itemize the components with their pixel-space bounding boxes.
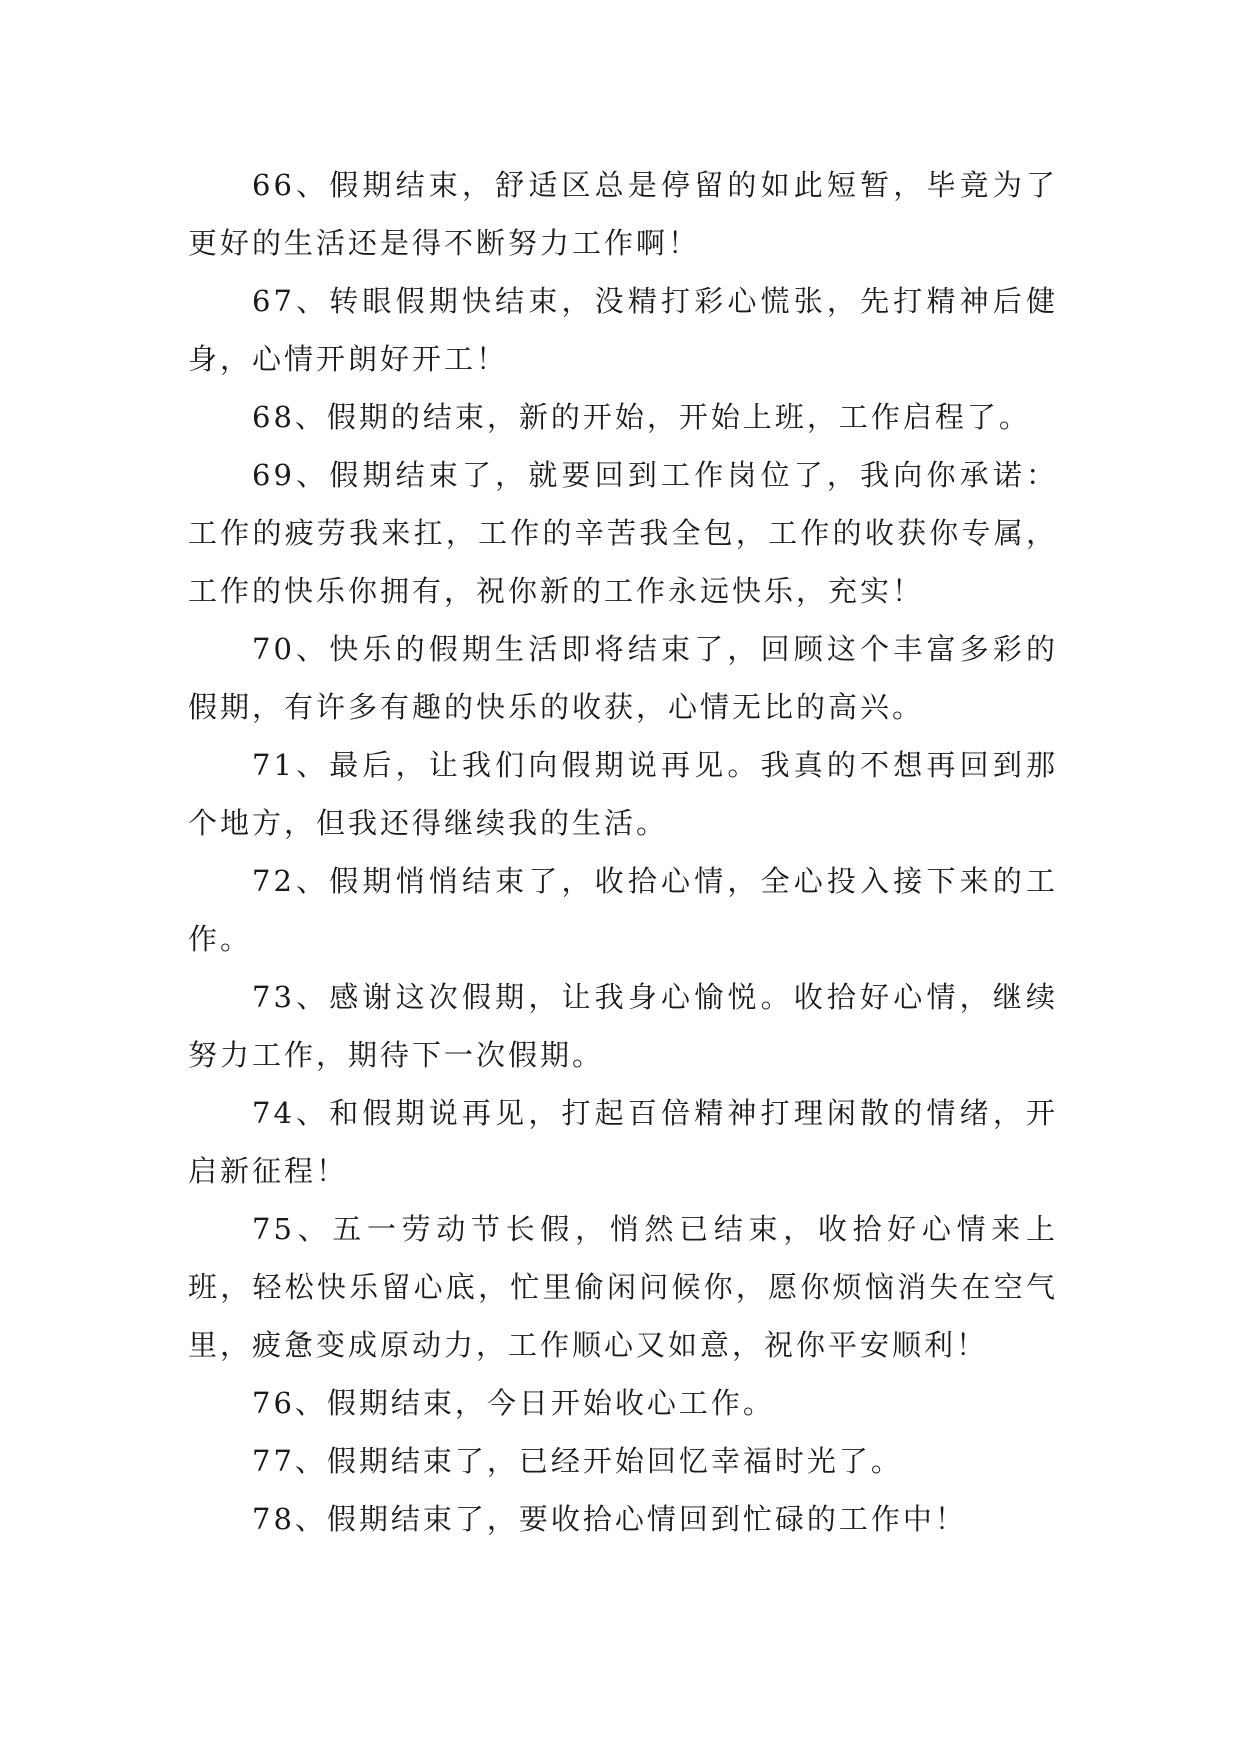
paragraph-68: 68、假期的结束，新的开始，开始上班，工作启程了。 [252, 400, 1031, 434]
paragraph-69: 69、假期结束了，就要回到工作岗位了，我向你承诺：工作的疲劳我来扛，工作的辛苦我全包，工作的收获你专属，工作的快乐你拥有，祝你新的工作永远快乐，充实！ [188, 458, 1058, 608]
paragraph-66: 66、假期结束，舒适区总是停留的如此短暂，毕竟为了更好的生活还是得不断努力工作啊！ [188, 168, 1058, 260]
paragraph-71: 71、最后，让我们向假期说再见。我真的不想再回到那个地方，但我还得继续我的生活。 [188, 748, 1058, 840]
paragraph-76: 76、假期结束，今日开始收心工作。 [252, 1386, 775, 1420]
paragraph-70: 70、快乐的假期生活即将结束了，回顾这个丰富多彩的假期，有许多有趣的快乐的收获，心情无比的高兴。 [188, 632, 1058, 724]
paragraph-77: 77、假期结束了，已经开始回忆幸福时光了。 [252, 1444, 903, 1478]
paragraph-73: 73、感谢这次假期，让我身心愉悦。收拾好心情，继续努力工作，期待下一次假期。 [188, 980, 1058, 1072]
paragraph-78: 78、假期结束了，要收拾心情回到忙碌的工作中！ [252, 1502, 967, 1536]
paragraph-67: 67、转眼假期快结束，没精打彩心慌张，先打精神后健身，心情开朗好开工！ [188, 284, 1058, 376]
paragraph-74: 74、和假期说再见，打起百倍精神打理闲散的情绪，开启新征程！ [188, 1096, 1058, 1188]
paragraph-72: 72、假期悄悄结束了，收拾心情，全心投入接下来的工作。 [188, 864, 1058, 956]
paragraph-75: 75、五一劳动节长假，悄然已结束，收拾好心情来上班，轻松快乐留心底，忙里偷闲问候你，愿你烦恼消失在空气里，疲惫变成原动力，工作顺心又如意，祝你平安顺利！ [188, 1212, 1058, 1362]
